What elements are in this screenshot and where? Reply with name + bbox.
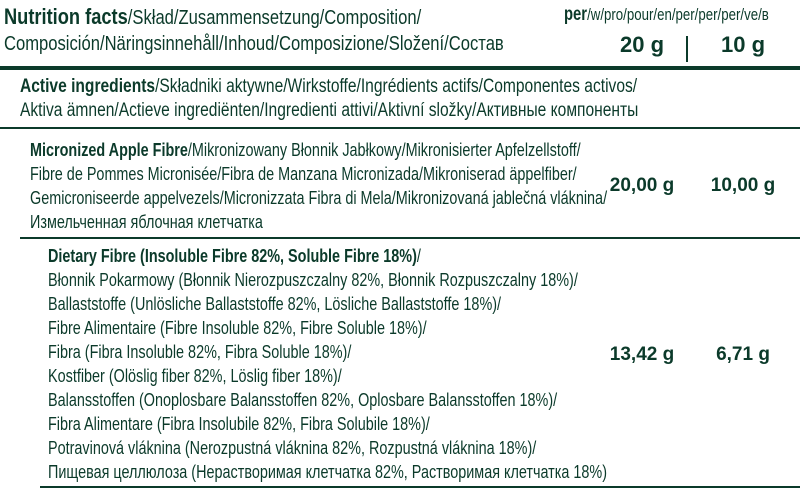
active-line-2: Aktiva ämnen/Actieve ingrediënten/Ingredienti attivi/Aktivní složky/Активные компоненты	[20, 100, 639, 121]
per-translations: /w/pro/pour/en/per/per/per/ve/в	[587, 5, 769, 24]
apple-line-1	[30, 138, 607, 162]
fibre-line: Ballaststoffe (Unlösliche Ballaststoffe 82%, Lösliche Ballaststoffe 18%)/	[48, 294, 502, 314]
header-rule	[0, 66, 800, 70]
column-header-20g: 20 g	[619, 32, 665, 57]
title-translations: /Skład/Zusammensetzung/Composition/	[127, 7, 422, 29]
table-title	[4, 4, 421, 30]
column-header-10g: 10 g	[720, 32, 766, 57]
per-bold: per	[564, 4, 588, 25]
fibre-line: Fibre Alimentaire (Fibre Insoluble 82%, Fibre Soluble 18%)/	[48, 318, 427, 338]
active-bold: Active ingredients	[20, 76, 156, 97]
apple-line-2: Fibre de Pommes Micronisée/Fibra de Manzana Micronizada/Mikroniserad äppelfiber/	[30, 164, 577, 184]
apple-line-4: Измельченная яблочная клетчатка	[30, 212, 263, 232]
per-label	[564, 4, 769, 26]
fibre-slash: /	[416, 246, 421, 266]
row-rule	[20, 237, 800, 239]
bottom-rule	[40, 486, 800, 488]
fibre-value-20g: 13,42 g	[609, 344, 675, 365]
title-translations-line2: Composición/Näringsinnehåll/Inhoud/Composizione/Složení/Состав	[4, 33, 504, 55]
fibre-line: Kostfiber (Olöslig fiber 82%, Löslig fiber 18%)/	[48, 366, 342, 386]
section-rule	[0, 127, 800, 129]
fibre-line: Balansstoffen (Onoplosbare Balansstoffen 82%, Oplosbare Balansstoffen 18%)/	[48, 390, 558, 410]
fibre-value-10g: 6,71 g	[716, 344, 770, 365]
apple-translations: /Mikronizowany Błonnik Jabłkowy/Mikronisierter Apfelzellstoff/	[187, 140, 581, 160]
title-bold: Nutrition facts	[4, 4, 128, 29]
nutrition-header	[0, 0, 800, 64]
apple-bold: Micronized Apple Fibre	[30, 140, 188, 160]
active-translations: /Składniki aktywne/Wirkstoffe/Ingrédients actifs/Componentes activos/	[155, 76, 638, 97]
fibre-line: Potravinová vláknina (Nerozpustná vláknina 82%, Rozpustná vláknina 18%)/	[48, 438, 537, 458]
fibre-line: Fibra Alimentare (Fibra Insolubile 82%, Fibra Solubile 18%)/	[48, 414, 430, 434]
fibre-line: Fibra (Fibra Insoluble 82%, Fibra Soluble 18%)/	[48, 342, 352, 362]
fibre-bold: Dietary Fibre (Insoluble Fibre 82%, Soluble Fibre 18%)	[48, 246, 417, 266]
apple-value-10g: 10,00 g	[710, 175, 776, 196]
active-line-1	[20, 74, 638, 98]
active-ingredients-heading	[20, 74, 774, 122]
fibre-line: Пищевая целлюлоза (Нерастворимая клетчатка 82%, Растворимая клетчатка 18%)	[48, 462, 608, 482]
apple-value-20g: 20,00 g	[609, 175, 675, 196]
fibre-line: Błonnik Pokarmowy (Błonnik Nierozpuszczalny 82%, Błonnik Rozpuszczalny 18%)/	[48, 270, 578, 290]
apple-line-3: Gemicroniseerde appelvezels/Micronizzata Fibra di Mela/Mikronizovaná jablečná vláknina/	[30, 188, 608, 208]
fibre-line-1	[48, 244, 607, 268]
